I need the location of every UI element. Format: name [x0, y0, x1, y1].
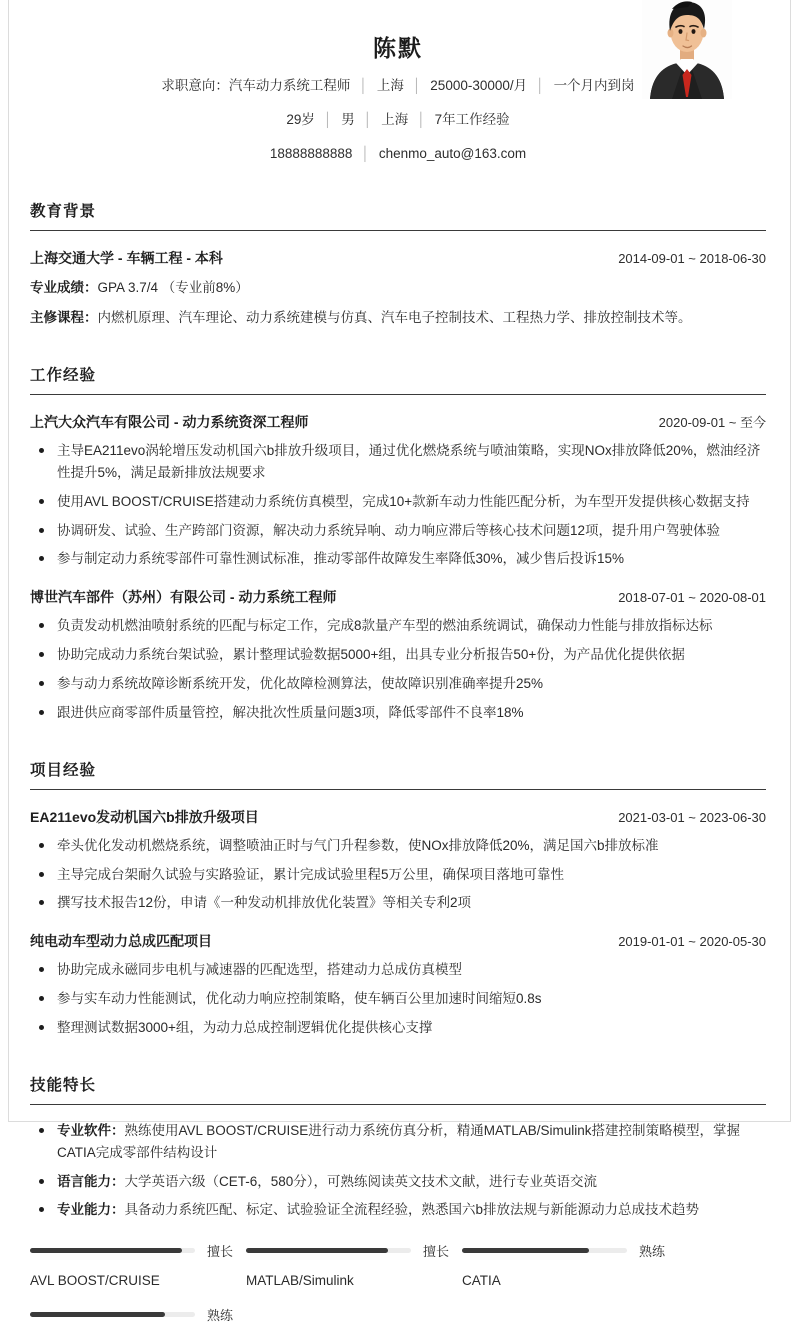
section-education	[30, 199, 766, 329]
job-entry-head	[30, 412, 766, 432]
skill-bullet	[30, 1120, 766, 1164]
project-bullet-text: 主导完成台架耐久试验与实路验证，累计完成试验里程5万公里，确保项目落地可靠性	[57, 866, 565, 882]
email-address: chenmo_auto@163.com	[378, 145, 527, 161]
skill-bars-row-1	[30, 1241, 766, 1288]
skill-bullet	[30, 1199, 766, 1221]
profile-age: 29岁	[286, 111, 315, 127]
job-bullet-text: 跟进供应商零部件质量管控，解决批次性质量问题3项，降低零部件不良率18%	[57, 704, 524, 720]
bullet-icon	[39, 1207, 44, 1212]
project-name: EA211evo发动机国六b排放升级项目	[30, 808, 259, 825]
education-gpa-row	[30, 277, 766, 299]
profile-photo	[642, 0, 732, 99]
section-skills	[30, 1073, 766, 1337]
skill-bar-name: CATIA	[462, 1273, 501, 1289]
bullet-icon	[39, 843, 44, 848]
education-title: 教育背景	[30, 199, 766, 231]
education-entry-head	[30, 248, 766, 268]
project-entry-head	[30, 931, 766, 951]
job-bullet-list	[30, 440, 766, 570]
bullet-icon	[39, 681, 44, 686]
resume-page	[8, 0, 791, 1324]
gpa-value: GPA 3.7/4 （专业前8%）	[97, 279, 249, 295]
intent-label: 求职意向：	[161, 78, 229, 93]
skill-bar-track	[462, 1248, 627, 1253]
project-bullet	[30, 864, 766, 886]
job-bullet-text: 使用AVL BOOST/CRUISE搭建动力系统仿真模型，完成10+款新车动力性能匹配分析，为车型开发提供核心数据支持	[57, 493, 750, 509]
education-date: 2014-09-01 ~ 2018-06-30	[618, 250, 766, 266]
section-work	[30, 363, 766, 724]
separator-icon: │	[363, 111, 373, 127]
skill-text: 熟练使用AVL BOOST/CRUISE进行动力系统仿真分析，精通MATLAB/Simulink搭建控制策略模型，掌握CATIA完成零部件结构设计	[57, 1122, 741, 1160]
job-entry-head	[30, 587, 766, 607]
profile-line	[30, 110, 766, 131]
job-date: 2020-09-01 ~ 至今	[658, 414, 766, 430]
skill-bar-name: MATLAB/Simulink	[246, 1273, 354, 1289]
job-company-role: 博世汽车部件（苏州）有限公司 - 动力系统工程师	[30, 589, 337, 606]
skill-text: 大学英语六级（CET-6，580分），可熟练阅读英文技术文献，进行专业英语交流	[124, 1173, 598, 1189]
job-bullet-text: 主导EA211evo涡轮增压发动机国六b排放升级项目，通过优化燃烧系统与喷油策略，实现NOx排放降低20%，燃油经济性提升5%，满足最新排放法规要求	[57, 442, 761, 480]
skill-label: 语言能力：	[57, 1173, 125, 1189]
project-bullet-list	[30, 959, 766, 1039]
job-bullet-text: 参与制定动力系统零部件可靠性测试标准，推动零部件故障发生率降低30%，减少售后投诉15%	[57, 551, 625, 567]
skill-label: 专业能力：	[57, 1202, 125, 1218]
project-bullet	[30, 1017, 766, 1039]
job-bullet-text: 协调研发、试验、生产跨部门资源，解决动力系统异响、动力响应滞后等核心技术问题12项，提升用户驾驶体验	[57, 522, 721, 538]
profile-experience: 7年工作经验	[434, 111, 510, 127]
project-item	[30, 807, 766, 915]
courses-value: 内燃机原理、汽车理论、动力系统建模与仿真、汽车电子控制技术、工程热力学、排放控制技术等。	[97, 310, 692, 326]
bullet-icon	[39, 1179, 44, 1184]
skill-bar-item	[246, 1241, 462, 1288]
job-company-role: 上汽大众汽车有限公司 - 动力系统资深工程师	[30, 413, 309, 430]
job-bullet	[30, 491, 766, 513]
courses-label: 主修课程：	[30, 310, 98, 326]
profile-gender: 男	[341, 111, 355, 127]
separator-icon: │	[323, 111, 333, 127]
bullet-icon	[39, 528, 44, 533]
education-courses-row	[30, 307, 766, 329]
work-job	[30, 412, 766, 570]
project-entry-head	[30, 807, 766, 827]
skill-bar-item	[30, 1241, 246, 1288]
job-bullet-text: 参与动力系统故障诊断系统开发，优化故障检测算法，使故障识别准确率提升25%	[57, 675, 544, 691]
skill-bar-fill	[30, 1248, 182, 1253]
section-projects	[30, 758, 766, 1039]
job-date: 2018-07-01 ~ 2020-08-01	[618, 590, 766, 606]
separator-icon: │	[417, 111, 426, 127]
bullet-icon	[39, 448, 44, 453]
skills-bullet-list	[30, 1120, 766, 1221]
skill-bar-name: AVL BOOST/CRUISE	[30, 1273, 160, 1289]
skill-bar-track	[30, 1312, 195, 1317]
projects-title: 项目经验	[30, 758, 766, 790]
separator-icon: │	[361, 145, 370, 161]
work-title: 工作经验	[30, 363, 766, 395]
skill-bar-item	[462, 1241, 678, 1288]
skill-bars-row-2	[30, 1305, 766, 1337]
separator-icon: │	[359, 78, 368, 93]
job-bullet	[30, 615, 766, 637]
project-bullet	[30, 835, 766, 857]
bullet-icon	[39, 872, 44, 877]
education-degree: 上海交通大学 - 车辆工程 - 本科	[30, 249, 223, 266]
job-bullet	[30, 644, 766, 666]
project-bullet	[30, 959, 766, 981]
separator-icon: │	[412, 78, 422, 93]
bullet-icon	[39, 652, 44, 657]
separator-icon: │	[536, 78, 545, 93]
intent-city: 上海	[376, 78, 404, 93]
bullet-icon	[39, 1128, 44, 1133]
skills-title: 技能特长	[30, 1073, 766, 1105]
bullet-icon	[39, 499, 44, 504]
skill-level-label: 熟练	[207, 1308, 234, 1324]
job-bullet	[30, 702, 766, 724]
profile-city: 上海	[381, 111, 409, 127]
intent-availability: 一个月内到岗	[553, 78, 635, 93]
skill-bars	[30, 1241, 766, 1337]
project-date: 2021-03-01 ~ 2023-06-30	[618, 809, 766, 825]
skill-bar-fill	[30, 1312, 165, 1317]
contact-line	[30, 144, 766, 165]
job-bullet-list	[30, 615, 766, 723]
work-job	[30, 587, 766, 723]
skill-bar-fill	[246, 1248, 388, 1253]
project-bullet-text: 协助完成永磁同步电机与减速器的匹配选型，搭建动力总成仿真模型	[57, 962, 462, 978]
job-bullet	[30, 548, 766, 570]
skill-bar-fill	[462, 1248, 589, 1253]
phone-number: 18888888888	[269, 145, 353, 161]
project-bullet-text: 撰写技术报告12份，申请《一种发动机排放优化装置》等相关专利2项	[57, 895, 472, 911]
project-bullet-text: 参与实车动力性能测试，优化动力响应控制策略，使车辆百公里加速时间缩短0.8s	[57, 991, 542, 1007]
job-bullet-text: 协助完成动力系统台架试验，累计整理试验数据5000+组，出具专业分析报告50+份，为产品优化提供依据	[57, 647, 685, 663]
skill-bar-item	[30, 1305, 246, 1337]
resume-header	[30, 0, 766, 165]
project-bullet	[30, 892, 766, 914]
candidate-name: 陈默	[373, 35, 423, 61]
project-name: 纯电动车型动力总成匹配项目	[30, 933, 212, 950]
bullet-icon	[39, 710, 44, 715]
gpa-label: 专业成绩：	[30, 279, 98, 295]
bullet-icon	[39, 967, 44, 972]
skill-level-label: 擅长	[423, 1244, 450, 1260]
bullet-icon	[39, 996, 44, 1001]
bullet-icon	[39, 1025, 44, 1030]
project-item	[30, 931, 766, 1039]
intent-position: 汽车动力系统工程师	[228, 78, 351, 93]
bullet-icon	[39, 900, 44, 905]
skill-bullet	[30, 1171, 766, 1193]
project-date: 2019-01-01 ~ 2020-05-30	[618, 934, 766, 950]
skill-text: 具备动力系统匹配、标定、试验验证全流程经验，熟悉国六b排放法规与新能源动力总成技术趋势	[124, 1202, 700, 1218]
job-bullet-text: 负责发动机燃油喷射系统的匹配与标定工作，完成8款量产车型的燃油系统调试，确保动力性能与排放指标达标	[57, 618, 713, 634]
project-bullet-list	[30, 835, 766, 915]
skill-level-label: 熟练	[639, 1244, 666, 1260]
skill-level-label: 擅长	[207, 1244, 234, 1260]
project-bullet	[30, 988, 766, 1010]
skill-label: 专业软件：	[57, 1122, 125, 1138]
skill-bar-track	[30, 1248, 195, 1253]
job-bullet	[30, 440, 766, 484]
project-bullet-text: 整理测试数据3000+组，为动力总成控制逻辑优化提供核心支撑	[57, 1019, 433, 1035]
bullet-icon	[39, 556, 44, 561]
job-bullet	[30, 520, 766, 542]
project-bullet-text: 牵头优化发动机燃烧系统，调整喷油正时与气门升程参数，使NOx排放降低20%，满足国六b排放标准	[57, 837, 659, 853]
job-bullet	[30, 673, 766, 695]
avatar-illustration	[642, 0, 732, 99]
skill-bar-track	[246, 1248, 411, 1253]
intent-salary: 25000-30000/月	[430, 78, 528, 93]
bullet-icon	[39, 623, 44, 628]
